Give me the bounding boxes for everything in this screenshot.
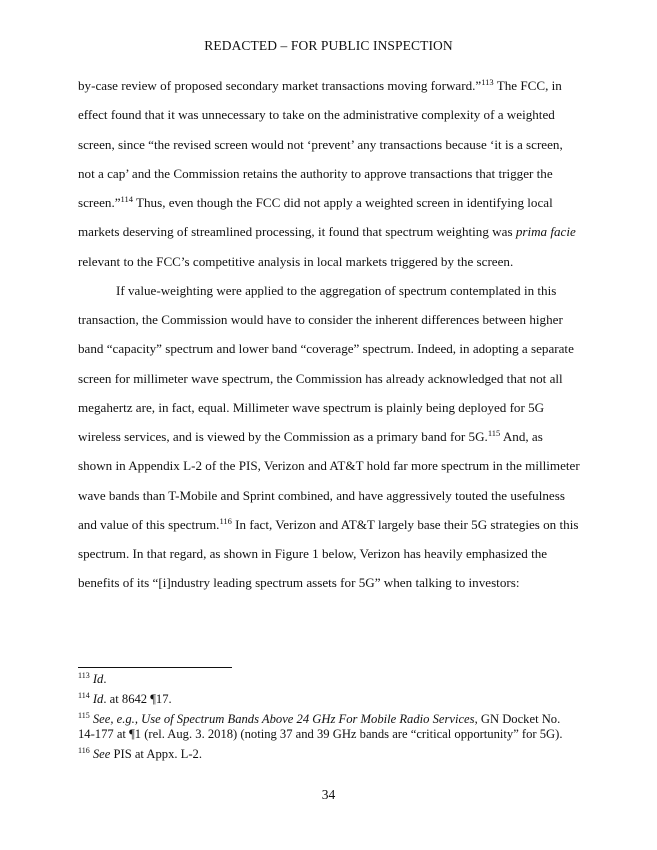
- footnote: [78, 692, 580, 707]
- page-number: 34: [321, 787, 336, 802]
- page-header: REDACTED – FOR PUBLIC INSPECTION: [204, 38, 453, 53]
- footnote-text: .: [103, 672, 107, 686]
- paragraph: [78, 276, 580, 598]
- text-segment: The FCC, in effect found that it was unnecessary to take on the administrative complexity of a weighted screen, since “the revised screen would not ‘prevent’ any transactions because ‘it is a screen, not a cap’ and the Commission retains the authority to approve transactions that trigger the screen.”: [78, 78, 563, 210]
- footnote-ref: 114: [120, 194, 133, 204]
- footnote: [78, 747, 580, 762]
- paragraph: [78, 71, 580, 276]
- footnote-number: 113: [78, 671, 90, 680]
- footnote-text: . at 8642 ¶17.: [103, 692, 172, 707]
- text-segment: Thus, even though the FCC did not apply a weighted screen in identifying local markets deserving of streamlined processing, it found that spectrum weighting was: [78, 195, 553, 240]
- footnote: [78, 672, 580, 687]
- footnote-number: 116: [78, 746, 90, 756]
- footnote-ref: 113: [481, 77, 494, 87]
- text-segment: And, as shown in Appendix L-2 of the PIS, Verizon and AT&T hold far more spectrum in the millimeter wave bands than T-Mobile and Sprint combined, and have aggressively touted the usefulness and value of this spectrum.: [78, 429, 580, 532]
- footnote-text: PIS at Appx. L-2.: [110, 747, 202, 762]
- footnote-citation: Id: [92, 672, 104, 686]
- footnote-number: 114: [78, 691, 90, 701]
- footnotes: [78, 672, 580, 767]
- text-segment: relevant to the FCC’s competitive analysis in local markets triggered by the screen.: [78, 253, 514, 269]
- footnote-number: 115: [78, 711, 90, 721]
- body-text: [78, 71, 580, 598]
- footnote-ref: 115: [487, 428, 501, 438]
- footnote-ref: 116: [219, 515, 232, 526]
- text-segment: If value-weighting were applied to the aggregation of spectrum contemplated in this transaction, the Commission would have to consider the inherent differences between higher band “capacity” spectrum and lower band “coverage” spectrum. Indeed, in adopting a separate screen for millimeter wave spectrum, the Commission has already acknowledged that not all megahertz are, in fact, equal. Millimeter wave spectrum is plainly being deployed for 5G wireless services, and is viewed by the Commission as a primary band for 5G.: [78, 282, 574, 444]
- text-segment: by-case review of proposed secondary market transactions moving forward.”: [78, 78, 482, 93]
- footnote-divider: [78, 667, 232, 668]
- footnote: [78, 712, 580, 742]
- text-segment: In fact, Verizon and AT&T largely base their 5G strategies on this spectrum. In that regard, as shown in Figure 1 below, Verizon has heavily emphasized the benefits of its “[i]ndustry leading spectrum assets for 5G” when talking to investors:: [78, 516, 579, 591]
- footnote-citation: Id: [92, 692, 104, 707]
- italic-text: prima facie: [515, 224, 576, 240]
- footnote-text: , GN Docket No. 14-177 at ¶1 (rel. Aug. 3. 2018) (noting 37 and 39 GHz bands are “critical opportunity” for 5G).: [78, 712, 563, 741]
- footnote-citation: See: [92, 747, 111, 762]
- footnote-citation: See, e.g., Use of Spectrum Bands Above 24 GHz For Mobile Radio Services: [92, 712, 475, 727]
